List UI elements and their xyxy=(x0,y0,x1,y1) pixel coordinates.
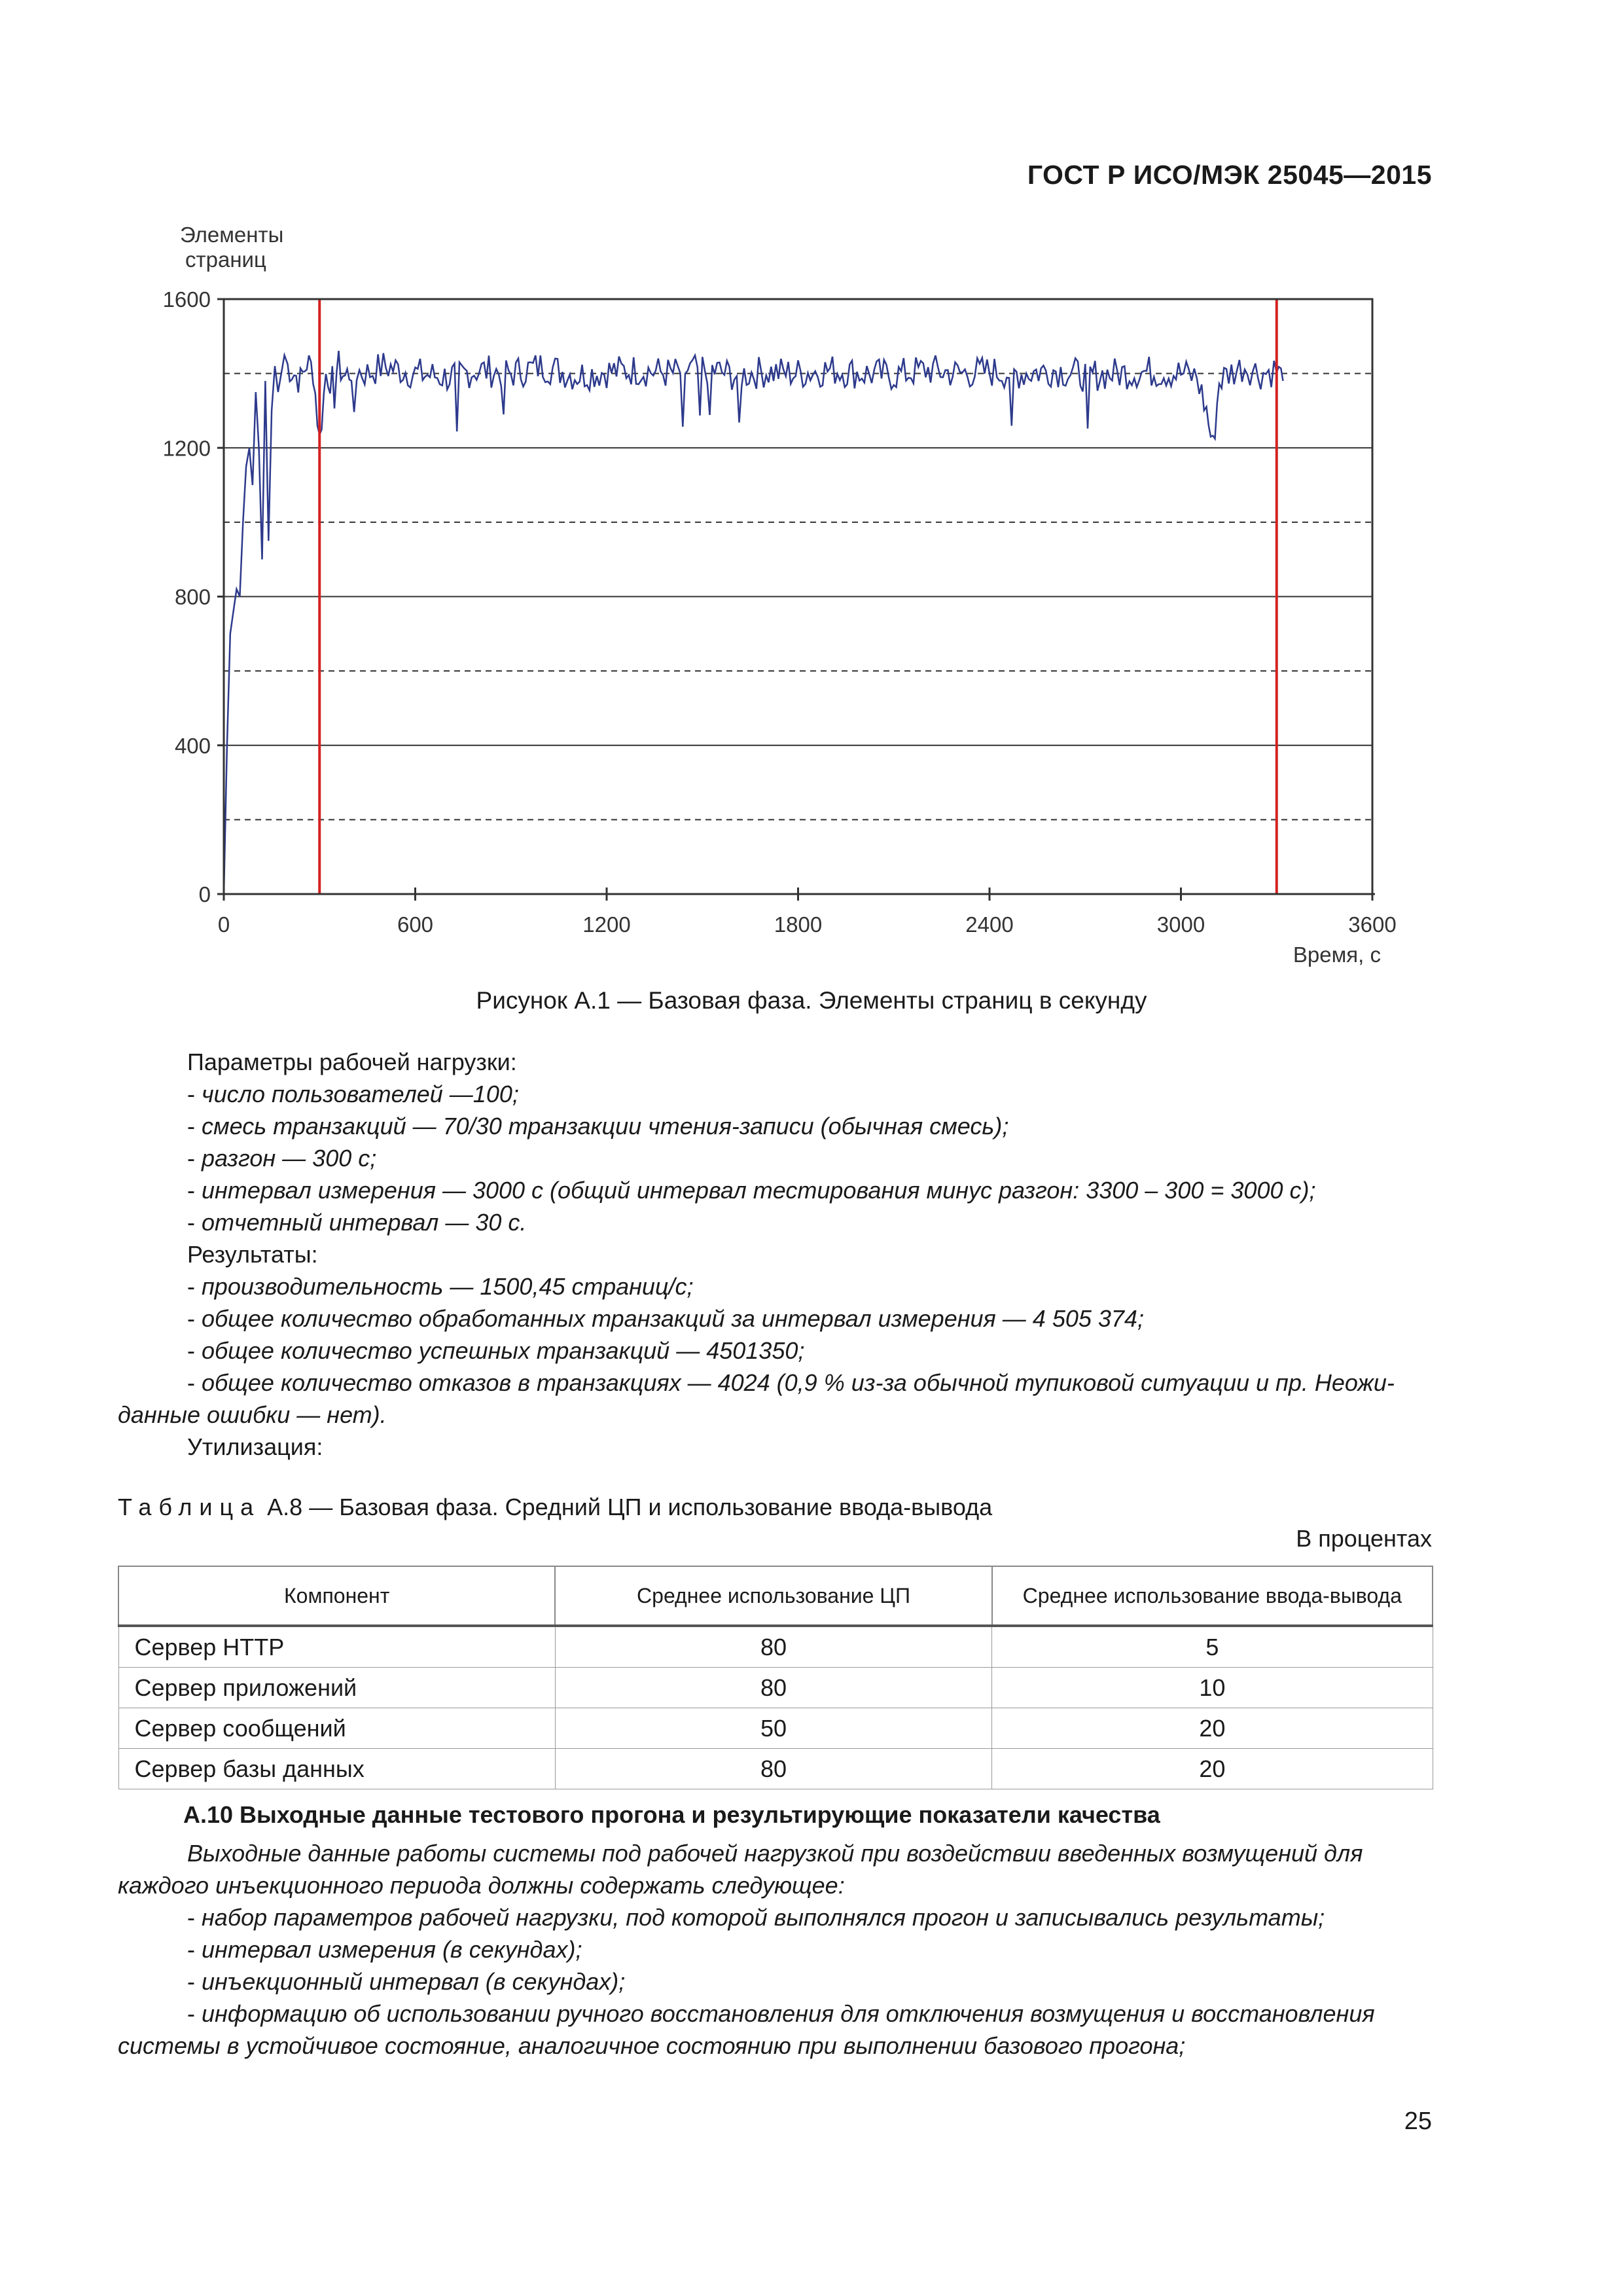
x-tick-label: 2400 xyxy=(965,912,1014,937)
section-item: - инъекционный интервал (в секундах); xyxy=(187,1968,626,1995)
results-item-continuation: данные ошибки — нет). xyxy=(118,1401,387,1428)
table-cell: 50 xyxy=(555,1708,991,1749)
table-cell: 80 xyxy=(555,1626,991,1668)
table-cell: 10 xyxy=(992,1668,1433,1708)
page-number: 25 xyxy=(1404,2108,1432,2135)
results-item: - общее количество обработанных транзакций за интервал измерения — 4 505 374; xyxy=(187,1305,1144,1332)
table-header-cell: Среднее использование ЦП xyxy=(555,1566,991,1626)
table-cell: 80 xyxy=(555,1749,991,1789)
section-item: - набор параметров рабочей нагрузки, под которой выполнялся прогон и записывались результаты; xyxy=(187,1904,1325,1931)
x-tick-label: 600 xyxy=(397,912,434,937)
params-item: - разгон — 300 с; xyxy=(187,1145,377,1172)
chart xyxy=(151,223,1407,969)
table-header-cell: Компонент xyxy=(118,1566,555,1626)
params-item: - интервал измерения — 3000 с (общий интервал тестирования минус разгон: 3300 – 300 = 3000 с); xyxy=(187,1177,1316,1204)
table-caption-text: А.8 — Базовая фаза. Средний ЦП и использование ввода-вывода xyxy=(267,1494,993,1520)
y-tick-label: 800 xyxy=(174,584,211,609)
table-cell: Сервер приложений xyxy=(118,1668,555,1708)
results-item: - общее количество отказов в транзакциях — 4024 (0,9 % из-за обычной тупиковой ситуации и пр. Неожи- xyxy=(187,1369,1395,1396)
table-cell: 5 xyxy=(992,1626,1433,1668)
y-tick-label: 1600 xyxy=(162,287,211,312)
x-tick-label: 3000 xyxy=(1156,912,1205,937)
table-cell: 80 xyxy=(555,1668,991,1708)
table-cell: Сервер HTTP xyxy=(118,1626,555,1668)
params-heading: Параметры рабочей нагрузки: xyxy=(187,1049,517,1075)
chart-ticks xyxy=(163,287,1397,937)
y-tick-label: 400 xyxy=(174,733,211,758)
table-cell: Сервер сообщений xyxy=(118,1708,555,1749)
section-item-continuation: системы в устойчивое состояние, аналогичное состоянию при выполнении базового прогона; xyxy=(118,2032,1186,2059)
section-item: - информацию об использовании ручного восстановления для отключения возмущения и восстановления xyxy=(187,2000,1375,2027)
results-item: - производительность — 1500,45 страниц/с; xyxy=(187,1273,694,1300)
table-caption-prefix: Таблица xyxy=(118,1494,261,1520)
section-item: - интервал измерения (в секундах); xyxy=(187,1936,582,1963)
data-table xyxy=(118,1566,1433,1789)
table-cell: 20 xyxy=(992,1708,1433,1749)
x-tick-label: 1200 xyxy=(582,912,631,937)
results-item: - общее количество успешных транзакций — 4501350; xyxy=(187,1337,805,1364)
params-item: - смесь транзакций — 70/30 транзакции чтения-записи (обычная смесь); xyxy=(187,1113,1009,1139)
document-header: ГОСТ Р ИСО/МЭК 25045—2015 xyxy=(1027,160,1432,190)
params-item: - отчетный интервал — 30 с. xyxy=(187,1209,527,1236)
x-tick-label: 1800 xyxy=(774,912,823,937)
chart-ylabel-line2: страниц xyxy=(185,247,266,272)
table-row xyxy=(118,1668,1433,1708)
chart-gridlines xyxy=(224,299,1372,819)
x-tick-label: 0 xyxy=(217,912,230,937)
y-tick-label: 1200 xyxy=(162,436,211,461)
results-heading: Результаты: xyxy=(187,1241,318,1268)
y-tick-label: 0 xyxy=(198,882,211,906)
table-row xyxy=(118,1708,1433,1749)
section-intro: Выходные данные работы системы под рабочей нагрузкой при воздействии введенных возмущений для xyxy=(187,1840,1363,1867)
params-item: - число пользователей —100; xyxy=(187,1081,519,1107)
body-text xyxy=(118,1046,1440,1463)
section-intro-continuation: каждого инъекционного периода должны содержать следующее: xyxy=(118,1872,845,1899)
chart-xlabel: Время, с xyxy=(1293,942,1381,967)
table-header-row xyxy=(118,1566,1433,1626)
table-cell: Сервер базы данных xyxy=(118,1749,555,1789)
table-row xyxy=(118,1749,1433,1789)
figure-caption: Рисунок А.1 — Базовая фаза. Элементы страниц в секунду xyxy=(476,987,1147,1014)
table-unit: В процентах xyxy=(1296,1525,1432,1552)
table-cell: 20 xyxy=(992,1749,1433,1789)
table-row xyxy=(118,1626,1433,1668)
table-header-cell: Среднее использование ввода-вывода xyxy=(992,1566,1433,1626)
chart-ylabel-line1: Элементы xyxy=(180,223,284,247)
table-caption xyxy=(118,1494,992,1521)
chart-series-line xyxy=(224,351,1283,894)
x-tick-label: 3600 xyxy=(1348,912,1397,937)
section-body xyxy=(118,1837,1440,2062)
utilization-label: Утилизация: xyxy=(187,1433,323,1460)
section-title: А.10 Выходные данные тестового прогона и результирующие показатели качества xyxy=(183,1801,1160,1828)
